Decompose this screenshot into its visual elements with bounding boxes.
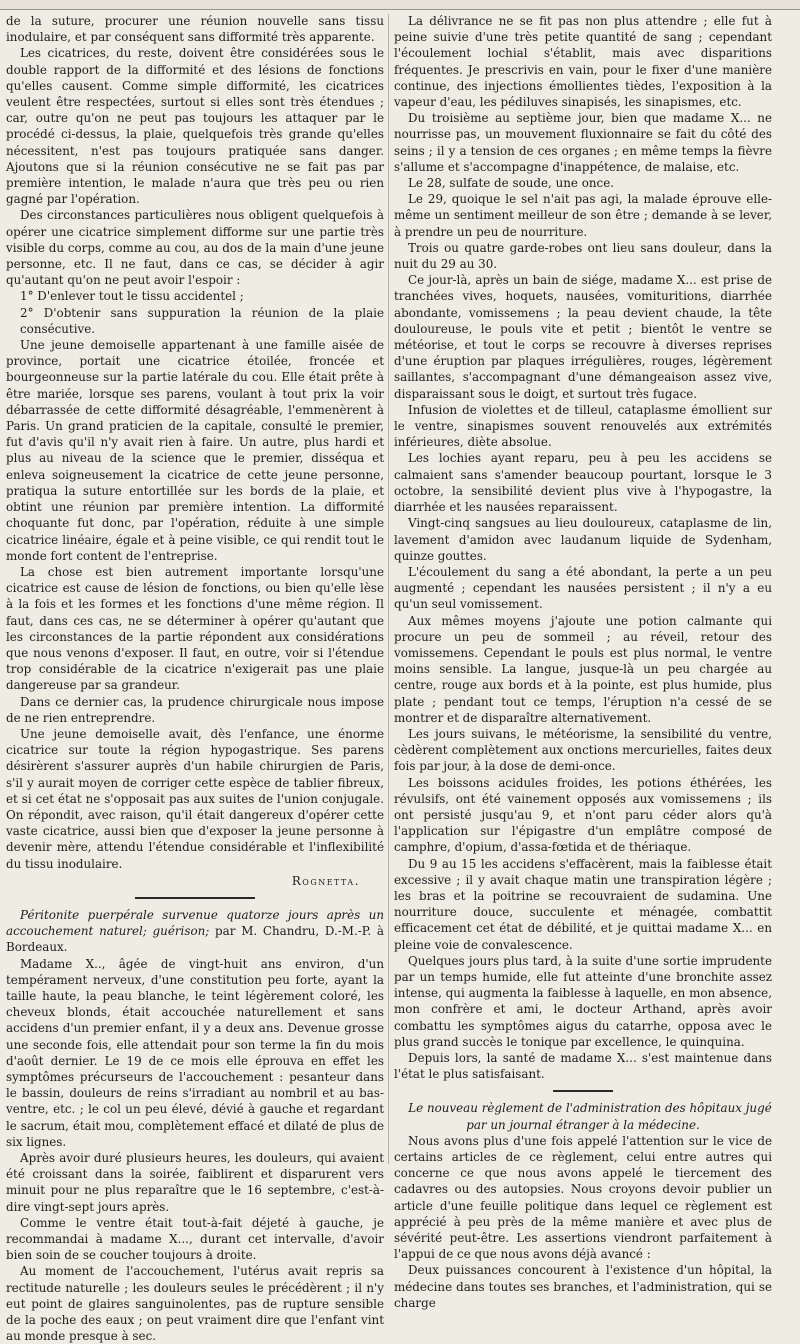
paragraph: La délivrance ne se fit pas non plus attendre ; elle fut à peine suivie d'une très petite quantité de sang ; cependant l'écoulement lochial s'établit, mais avec disparitions fréquentes. Je prescrivis en vain, pour le fixer d'une manière continue, des injections émollientes tièdes, l'exposition à la vapeur d'eau, les pédiluves sinapisés, les sinapismes, etc. <box>394 14 772 110</box>
paragraph: Les jours suivans, le météorisme, la sensibilité du ventre, cèdèrent complètement aux onctions mercurielles, faites deux fois par jour, à la dose de demi-once. <box>394 726 772 774</box>
paragraph: Quelques jours plus tard, à la suite d'une sortie imprudente par un temps humide, elle fut atteinte d'une bronchite assez intense, qui augmenta la faiblesse à laquelle, en mon absence, mon confrère et ami, le docteur Arthand, après avoir combattu les symptômes aigus du catarrhe, opposa avec le plus grand succès le tonique par excellence, le quinquina. <box>394 953 772 1049</box>
paragraph: Des circonstances particulières nous obligent quelquefois à opérer une cicatrice simplement difforme sur une partie très visible du corps, comme au cou, au dos de la main d'une jeune personne, etc. Il ne faut, dans ce cas, se décider à agir qu'autant qu'on ne peut avoir l'espoir : <box>6 208 384 288</box>
article-title: Péritonite puerpérale survenue quatorze jours après un accouchement naturel; guérison; <box>6 907 384 939</box>
paragraph: La chose est bien autrement importante lorsqu'une cicatrice est cause de lésion de fonctions, ou bien qu'elle lèse à la fois et les formes et les fonctions d'une même région. Il faut, dans ces cas, ne se déterminer à opérer qu'autant que les circonstances de la partie répondent aux considérations que nous venons d'exposer. Il faut, en outre, voir si l'étendue trop considérable de la cicatrice n'exigerait pas une plaie dangereuse par sa grandeur. <box>6 564 384 693</box>
list-item: 1° D'enlever tout le tissu accidentel ; <box>20 289 244 304</box>
paragraph: Après avoir duré plusieurs heures, les douleurs, qui avaient été croissant dans la soirée, faiblirent et disparurent vers minuit pour ne plus reparaître que le 16 septembre, c'est-à-dire vingt-sept jours après. <box>6 1151 384 1214</box>
article-heading: Le nouveau règlement de l'administration des hôpitaux jugé par un journal étranger à la médecine. <box>408 1101 772 1132</box>
paragraph: Comme le ventre était tout-à-fait déjeté à gauche, je recommandai à madame X..., durant cet intervalle, d'avoir bien soin de se coucher toujours à droite. <box>6 1215 384 1263</box>
paragraph: Madame X.., âgée de vingt-huit ans environ, d'un tempérament nerveux, d'une constitution peu forte, ayant la taille haute, la peau blanche, le teint légèrement coloré, les cheveux blonds, était accouchée naturellement et sans accidens d'un premier enfant, il y a deux ans. Devenue grosse une seconde fois, elle attendait pour son terme la fin du mois d'août dernier. Le 19 de ce mois elle éprouva en effet les symptômes précurseurs de l'accouchement : pesanteur dans le bassin, douleurs de reins s'irradiant au nombril et au bas-ventre, etc. ; le col un peu élevé, dévié à gauche et regardant le sacrum, était mou, complètement effacé et dilaté de plus de six lignes. <box>6 956 384 1149</box>
paragraph: Une jeune demoiselle appartenant à une famille aisée de province, portait une cicatrice étoilée, froncée et bourgeonneuse sur la partie latérale du cou. Elle était prête à être mariée, lorsque ses parens, voulant à tout prix la voir débarrassée de cette difformité désagréable, l'emmenèrent à Paris. Un grand praticien de la capitale, consulté le premier, fut d'avis qu'il n'y avait rien à faire. Un autre, plus hardi et plus au niveau de la science que le premier, disséqua et enleva soigneusement la cicatrice de cette jeune personne, pratiqua la suture entortillée sur les bords de la plaie, et obtint une réunion par première intention. La difformité choquante fut donc, par l'opération, réduite à une simple cicatrice linéaire, égale et à peine visible, ce qui rendit tout le monde fort content de l'entreprise. <box>6 338 384 563</box>
article-heading <box>6 907 384 956</box>
article-author: par M. Chandru, D.-M.-P. à Bordeaux. <box>6 924 384 955</box>
section-divider <box>135 897 255 899</box>
paragraph: Depuis lors, la santé de madame X... s'est maintenue dans l'état le plus satisfaisant. <box>394 1051 772 1082</box>
paragraph: Dans ce dernier cas, la prudence chirurgicale nous impose de ne rien entreprendre. <box>6 694 384 725</box>
paragraph: Le 28, sulfate de soude, une once. <box>408 176 615 191</box>
paragraph: Infusion de violettes et de tilleul, cataplasme émollient sur le ventre, sinapismes souvent renouvelés aux extrémités inférieures, diète absolue. <box>394 402 772 450</box>
paragraph: Du troisième au septième jour, bien que madame X... ne nourrisse pas, un mouvement fluxionnaire se fait du côté des seins ; il y a tension de ces organes ; en même temps la fièvre s'allume et s'accompagne d'inappétence, de malaise, etc. <box>394 111 772 174</box>
author-signature: Rognetta. <box>291 873 360 888</box>
section-divider <box>553 1090 613 1092</box>
paragraph: Les boissons acidules froides, les potions éthérées, les révulsifs, ont été vainement opposés aux vomissemens ; ils ont persisté jusqu'au 9, et n'ont paru céder alors qu'à l'application sur l'épigastre d'un emplâtre composé de camphre, d'opium, d'assa-fœtida et de thériaque. <box>394 775 772 855</box>
top-border <box>0 0 800 10</box>
paragraph: Aux mêmes moyens j'ajoute une potion calmante qui procure un peu de sommeil ; au réveil, retour des vomissemens. Cependant le pouls est plus normal, le ventre moins sensible. La langue, jusque-là un peu chargée au centre, rouge aux bords et à la pointe, est plus humide, plus plate ; pendant tout ce temps, l'éruption n'a cessé de se montrer et de disparaître alternativement. <box>394 613 772 725</box>
paragraph: Trois ou quatre garde-robes ont lieu sans douleur, dans la nuit du 29 au 30. <box>394 240 772 272</box>
paragraph: Une jeune demoiselle avait, dès l'enfance, une énorme cicatrice sur toute la région hypogastrique. Ses parens désirèrent s'assurer auprès d'un habile chirurgien de Paris, s'il y aurait moyen de corriger cette espèce de tablier fibreux, et si cet état ne s'opposait pas aux suites de l'union conjugale. On répondit, avec raison, qu'il était dangereux d'opérer cette vaste cicatrice, aussi bien que d'exposer la jeune personne à devenir mère, attendu l'étendue considérable et l'inflexibilité du tissu inodulaire. <box>6 726 384 871</box>
paragraph: Vingt-cinq sangsues au lieu douloureux, cataplasme de lin, lavement d'amidon avec laudanum liquide de Sydenham, quinze gouttes. <box>394 516 772 563</box>
right-column <box>394 13 772 1310</box>
conditions-list <box>6 288 384 337</box>
paragraph: Le 29, quoique le sel n'ait pas agi, la malade éprouve elle-même un sentiment meilleur de son être ; demande à se lever, à prendre un peu de nourriture. <box>394 192 772 239</box>
paragraph: Ce jour-là, après un bain de siége, madame X... est prise de tranchées vives, hoquets, nausées, vomituritions, diarrhée abondante, vomissemens ; la peau devient chaude, la tête douloureuse, le pouls vite et petit ; bientôt le ventre se météorise, et tout le corps se recouvre à diverses reprises d'une éruption par plaques irrégulières, rouges, légèrement saillantes, s'accompagnant d'une démangeaison assez vive, disparaissant sous le doigt, et surtout très fugace. <box>394 273 772 401</box>
paragraph: Les lochies ayant reparu, peu à peu les accidens se calmaient sans s'amender beaucoup pourtant, lorsque le 3 octobre, la sensibilité devient plus vive à l'hypogastre, la diarrhée et les nausées reparaissent. <box>394 451 772 515</box>
paragraph: Du 9 au 15 les accidens s'effacèrent, mais la faiblesse était excessive ; il y avait chaque matin une transpiration légère ; les bras et la poitrine se recouvraient de sudamina. Une nourriture douce, succulente et ménagée, combattit efficacement cet état de débilité, et je quittai madame X... en pleine voie de convalescence. <box>394 856 772 952</box>
list-item: 2° D'obtenir sans suppuration la réunion de la plaie consécutive. <box>20 305 384 336</box>
paragraph: de la suture, procurer une réunion nouvelle sans tissu inodulaire, et par conséquent sans difformité très apparente. <box>6 14 384 45</box>
column-separator <box>388 14 389 1164</box>
paragraph: Au moment de l'accouchement, l'utérus avait repris sa rectitude naturelle ; les douleurs seules le précédèrent ; il n'y eut point de glaires sanguinolentes, pas de rupture sensible de la poche des eaux ; on peut vraiment dire que l'enfant vint au monde presque à sec. <box>6 1264 384 1344</box>
left-column <box>6 13 384 1344</box>
paragraph: L'écoulement du sang a été abondant, la perte a un peu augmenté ; cependant les nausées persistent ; il n'y a eu qu'un seul vomissement. <box>394 564 772 612</box>
paragraph: Les cicatrices, du reste, doivent être considérées sous le double rapport de la difformité et des lésions de fonctions qu'elles causent. Comme simple difformité, les cicatrices veulent être respectées, surtout si elles sont très étendues ; car, outre qu'on ne peut pas toujours les attaquer par le procédé ci-dessus, la plaie, quelquefois très grande qu'elles nécessitent, n'est pas toujours pratiquée sans danger. Ajoutons que si la réunion consécutive ne se fait pas par première intention, le malade n'aura que très peu ou rien gagné par l'opération. <box>6 46 384 207</box>
paragraph: Nous avons plus d'une fois appelé l'attention sur le vice de certains articles de ce règlement, celui entre autres qui concerne ce que nous avons appelé le tiercement des cadavres ou des autopsies. Nous croyons devoir publier un article d'une feuille politique dans lequel ce règlement est apprécié à peu près de la même manière et avec plus de sévérité peut-être. Les assertions viendront parfaitement à l'appui de ce que nous avons déjà avancé : <box>394 1133 772 1262</box>
paragraph: Deux puissances concourent à l'existence d'un hôpital, la médecine dans toutes ses branches, et l'administration, qui se charge <box>394 1263 772 1310</box>
